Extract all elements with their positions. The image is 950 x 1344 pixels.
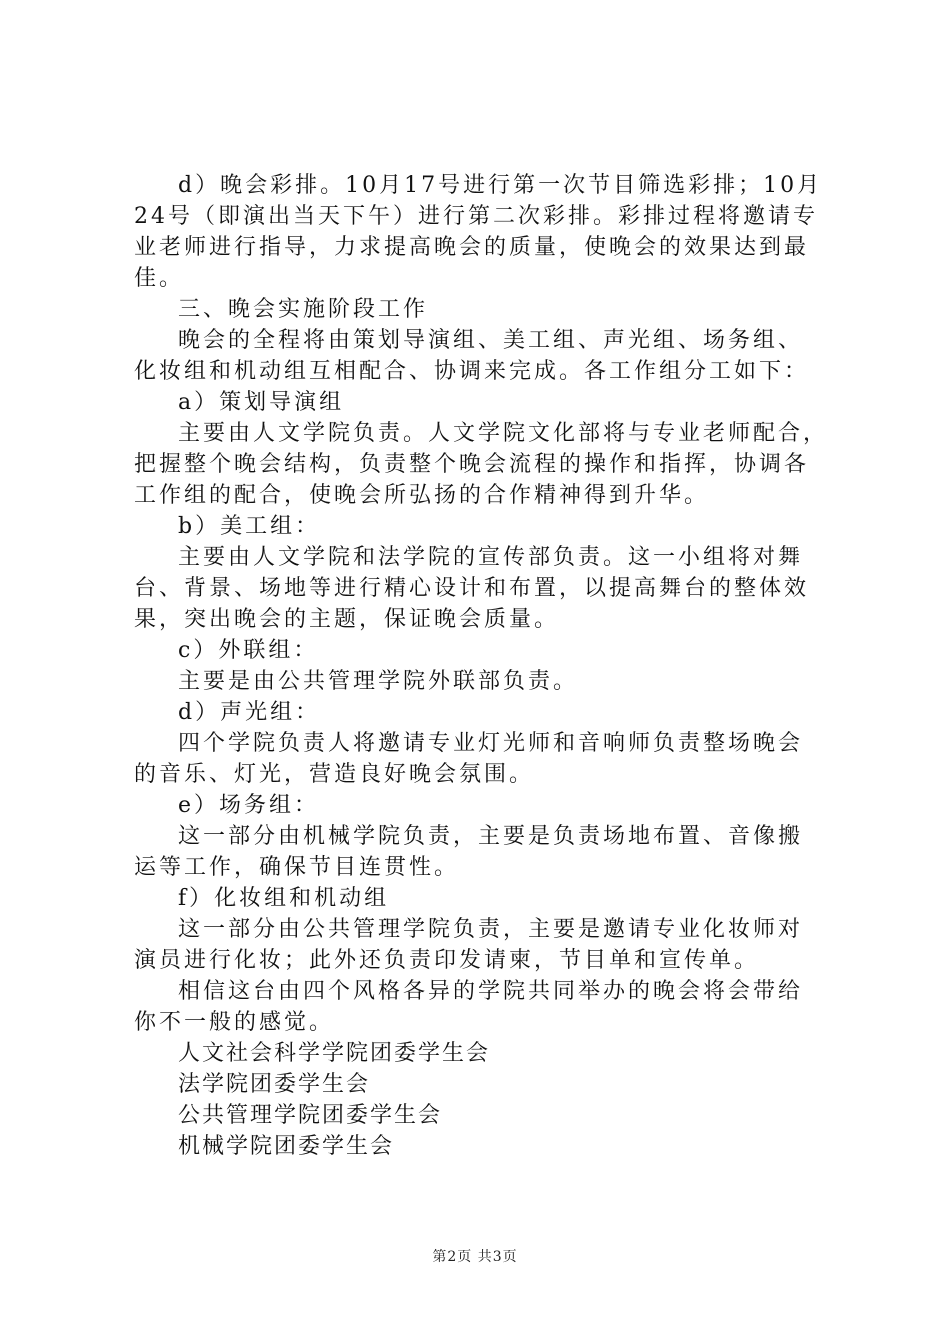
paragraph-line: 演员进行化妆；此外还负责印发请柬，节目单和宣传单。 <box>134 948 760 973</box>
paragraph-line: 业老师进行指导，力求提高晚会的质量，使晚会的效果达到最 <box>134 235 810 260</box>
paragraph-line: 运等工作，确保节目连贯性。 <box>134 855 460 880</box>
subsection-heading: a）策划导演组 <box>178 390 345 415</box>
section-heading: 三、晚会实施阶段工作 <box>178 297 429 322</box>
paragraph-line: 把握整个晚会结构，负责整个晚会流程的操作和指挥，协调各 <box>134 452 810 477</box>
paragraph-line: 四个学院负责人将邀请专业灯光师和音响师负责整场晚会 <box>178 731 804 756</box>
subsection-heading: c）外联组： <box>178 638 319 663</box>
signature-line: 法学院团委学生会 <box>178 1072 371 1097</box>
paragraph-line: d）晚会彩排。10月17号进行第一次节目筛选彩排；10月 <box>178 173 823 198</box>
signature-line: 人文社会科学学院团委学生会 <box>178 1041 491 1066</box>
paragraph-line: 的音乐、灯光，营造良好晚会氛围。 <box>134 762 535 787</box>
page-number-footer: 第2页 共3页 <box>432 1249 518 1265</box>
paragraph-line: 果，突出晚会的主题，保证晚会质量。 <box>134 607 560 632</box>
document-body <box>134 170 834 1162</box>
paragraph-line: 相信这台由四个风格各异的学院共同举办的晚会将会带给 <box>178 979 804 1004</box>
subsection-heading: d）声光组： <box>178 700 321 725</box>
subsection-heading: f）化妆组和机动组 <box>178 886 390 911</box>
paragraph-line: 这一部分由公共管理学院负责，主要是邀请专业化妆师对 <box>178 917 804 942</box>
paragraph-line: 主要由人文学院负责。人文学院文化部将与专业老师配合， <box>178 421 829 446</box>
subsection-heading: b）美工组： <box>178 514 321 539</box>
paragraph-line: 化妆组和机动组互相配合、协调来完成。各工作组分工如下： <box>134 359 810 384</box>
paragraph-line: 这一部分由机械学院负责，主要是负责场地布置、音像搬 <box>178 824 804 849</box>
signature-line: 公共管理学院团委学生会 <box>178 1103 443 1128</box>
paragraph-line: 晚会的全程将由策划导演组、美工组、声光组、场务组、 <box>178 328 804 353</box>
paragraph-line: 主要由人文学院和法学院的宣传部负责。这一小组将对舞 <box>178 545 804 570</box>
paragraph-line: 佳。 <box>134 266 185 291</box>
paragraph-line: 你不一般的感觉。 <box>134 1010 335 1035</box>
paragraph-line: 24号（即演出当天下午）进行第二次彩排。彩排过程将邀请专 <box>134 204 818 229</box>
paragraph-line: 工作组的配合，使晚会所弘扬的合作精神得到升华。 <box>134 483 710 508</box>
paragraph-line: 主要是由公共管理学院外联部负责。 <box>178 669 579 694</box>
signature-line: 机械学院团委学生会 <box>178 1134 395 1159</box>
paragraph-line: 台、背景、场地等进行精心设计和布置，以提高舞台的整体效 <box>134 576 810 601</box>
subsection-heading: e）场务组： <box>178 793 320 818</box>
